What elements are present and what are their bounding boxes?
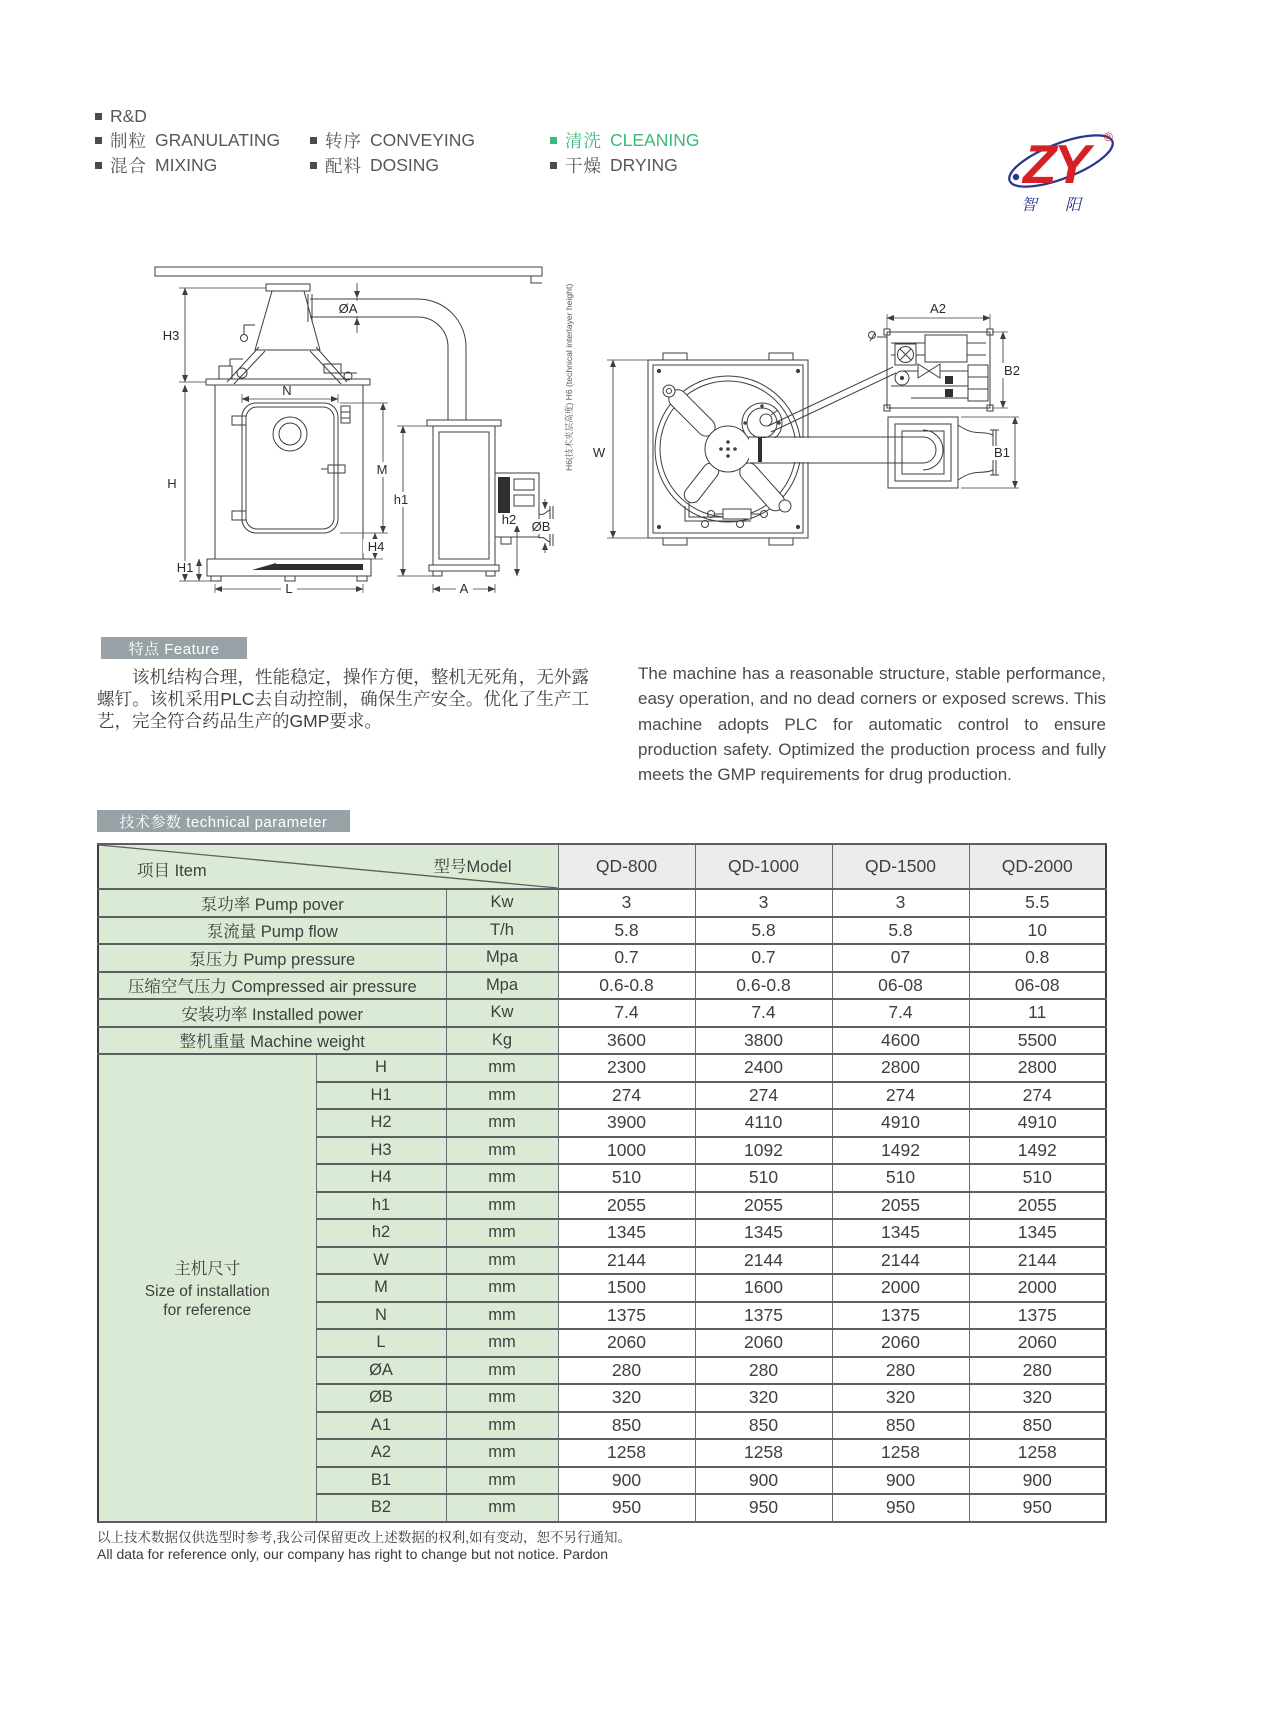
dimension-name: A2 xyxy=(316,1439,446,1467)
model-header: QD-2000 xyxy=(969,844,1106,889)
param-value: 0.6-0.8 xyxy=(558,972,695,1000)
model-header: QD-1000 xyxy=(695,844,832,889)
param-value: 2060 xyxy=(969,1329,1106,1357)
category-item xyxy=(550,153,699,178)
param-value: 3800 xyxy=(695,1027,832,1055)
dimension-name: ØA xyxy=(316,1357,446,1385)
param-value: 5.8 xyxy=(832,917,969,945)
technical-parameter-table xyxy=(97,843,1107,1523)
category-en: CONVEYING xyxy=(370,130,476,151)
category-item xyxy=(95,153,280,178)
category-en: CLEANING xyxy=(610,130,700,151)
param-value: 5.8 xyxy=(695,917,832,945)
param-value: 850 xyxy=(558,1412,695,1440)
param-unit: mm xyxy=(446,1467,558,1495)
param-unit: mm xyxy=(446,1494,558,1522)
param-value: 274 xyxy=(832,1082,969,1110)
param-label: 泵功率 Pump pover xyxy=(98,889,446,917)
param-value: 06-08 xyxy=(832,972,969,1000)
param-value: 2060 xyxy=(558,1329,695,1357)
bullet-icon xyxy=(95,162,102,169)
param-value: 5.8 xyxy=(558,917,695,945)
footnote xyxy=(97,1530,631,1562)
dimension-group-label xyxy=(98,1054,316,1522)
param-value: 7.4 xyxy=(832,999,969,1027)
param-unit: mm xyxy=(446,1137,558,1165)
param-value: 7.4 xyxy=(558,999,695,1027)
param-unit: mm xyxy=(446,1082,558,1110)
param-value: 280 xyxy=(695,1357,832,1385)
param-value: 1375 xyxy=(832,1302,969,1330)
category-en: MIXING xyxy=(155,154,218,175)
dimension-group-line: for reference xyxy=(163,1302,252,1320)
model-header: QD-800 xyxy=(558,844,695,889)
param-unit: mm xyxy=(446,1412,558,1440)
param-value: 1345 xyxy=(695,1219,832,1247)
param-unit: mm xyxy=(446,1054,558,1082)
param-value: 850 xyxy=(695,1412,832,1440)
dim-label-h3: H3 xyxy=(162,328,180,343)
category-column xyxy=(310,104,475,178)
param-value: 274 xyxy=(558,1082,695,1110)
param-unit: T/h xyxy=(446,917,558,945)
spec-row xyxy=(98,972,1106,1000)
param-value: 320 xyxy=(558,1384,695,1412)
spec-row xyxy=(98,1027,1106,1055)
param-unit: mm xyxy=(446,1164,558,1192)
param-value: 2144 xyxy=(832,1247,969,1275)
dim-label-b1: B1 xyxy=(994,445,1010,460)
category-item xyxy=(95,129,280,154)
param-value: 0.8 xyxy=(969,944,1106,972)
dimension-group-line: 主机尺寸 xyxy=(174,1260,241,1279)
param-value: 2060 xyxy=(695,1329,832,1357)
dimension-name: ØB xyxy=(316,1384,446,1412)
param-value: 280 xyxy=(832,1357,969,1385)
dimension-group-line: Size of installation xyxy=(144,1283,270,1301)
param-value: 7.4 xyxy=(695,999,832,1027)
param-value: 3 xyxy=(558,889,695,917)
param-value: 2055 xyxy=(969,1192,1106,1220)
dim-label-h1: h1 xyxy=(393,492,409,507)
param-unit: mm xyxy=(446,1192,558,1220)
dimension-name: H2 xyxy=(316,1109,446,1137)
param-unit: mm xyxy=(446,1384,558,1412)
logo-registered-mark: ® xyxy=(1104,130,1113,144)
param-unit: Kw xyxy=(446,999,558,1027)
param-value: 4910 xyxy=(969,1109,1106,1137)
category-zh: 转序 xyxy=(325,131,362,152)
param-unit: Kw xyxy=(446,889,558,917)
feature-heading: 特点 Feature xyxy=(101,637,247,659)
param-value: 1492 xyxy=(969,1137,1106,1165)
param-value: 1345 xyxy=(832,1219,969,1247)
dimension-name: H xyxy=(316,1054,446,1082)
param-value: 2055 xyxy=(832,1192,969,1220)
param-value: 1258 xyxy=(695,1439,832,1467)
dim-label-h: H xyxy=(167,476,177,491)
param-unit: mm xyxy=(446,1274,558,1302)
param-value: 320 xyxy=(969,1384,1106,1412)
param-value: 3900 xyxy=(558,1109,695,1137)
corner-model-label: 型号Model xyxy=(433,858,512,876)
param-value: 5.5 xyxy=(969,889,1106,917)
param-value: 0.6-0.8 xyxy=(695,972,832,1000)
param-value: 07 xyxy=(832,944,969,972)
table-corner-cell xyxy=(98,844,558,889)
dimension-name: h1 xyxy=(316,1192,446,1220)
corner-item-label: 项目 Item xyxy=(137,862,207,880)
parameters-heading: 技术参数 technical parameter xyxy=(97,810,350,832)
param-value: 3600 xyxy=(558,1027,695,1055)
param-unit: mm xyxy=(446,1439,558,1467)
param-label: 整机重量 Machine weight xyxy=(98,1027,446,1055)
dim-label-n: N xyxy=(282,383,292,398)
dim-label-h2: h2 xyxy=(501,512,517,527)
param-value: 1258 xyxy=(969,1439,1106,1467)
category-item xyxy=(95,104,280,129)
dimension-name: B1 xyxy=(316,1467,446,1495)
param-value: 4600 xyxy=(832,1027,969,1055)
bullet-icon xyxy=(550,137,557,144)
category-column xyxy=(550,104,699,178)
spec-row xyxy=(98,917,1106,945)
param-value: 2055 xyxy=(695,1192,832,1220)
param-unit: Mpa xyxy=(446,972,558,1000)
param-value: 06-08 xyxy=(969,972,1106,1000)
param-value: 2144 xyxy=(969,1247,1106,1275)
bullet-icon xyxy=(310,137,317,144)
front-view-drawing xyxy=(135,237,555,596)
company-logo xyxy=(1003,114,1131,216)
dim-label-w: W xyxy=(592,445,606,460)
logo-orbit-dot xyxy=(1013,174,1019,180)
dim-label-a: A xyxy=(459,581,469,596)
footnote-zh: 以上技术数据仅供选型时参考,我公司保留更改上述数据的权利,如有变动，恕不另行通知。 xyxy=(97,1530,632,1545)
top-view-drawing xyxy=(555,265,1025,545)
dimension-name: H1 xyxy=(316,1082,446,1110)
param-value: 1258 xyxy=(832,1439,969,1467)
param-value: 1375 xyxy=(695,1302,832,1330)
param-value: 900 xyxy=(695,1467,832,1495)
dimension-name: W xyxy=(316,1247,446,1275)
param-value: 900 xyxy=(558,1467,695,1495)
category-grid xyxy=(95,104,855,184)
category-item xyxy=(310,104,475,129)
param-value: 0.7 xyxy=(695,944,832,972)
param-value: 1345 xyxy=(969,1219,1106,1247)
spec-row xyxy=(98,999,1106,1027)
param-value: 4110 xyxy=(695,1109,832,1137)
param-value: 280 xyxy=(558,1357,695,1385)
param-value: 950 xyxy=(969,1494,1106,1522)
dim-label-a2: A2 xyxy=(930,301,946,316)
param-value: 1492 xyxy=(832,1137,969,1165)
param-value: 0.7 xyxy=(558,944,695,972)
param-value: 3 xyxy=(832,889,969,917)
param-unit: mm xyxy=(446,1357,558,1385)
category-en: R&D xyxy=(110,105,147,126)
category-zh: 配料 xyxy=(325,155,362,176)
dim-label-oa: ØA xyxy=(338,301,358,316)
param-value: 900 xyxy=(832,1467,969,1495)
param-value: 1000 xyxy=(558,1137,695,1165)
dimension-name: M xyxy=(316,1274,446,1302)
param-value: 850 xyxy=(832,1412,969,1440)
dim-label-h4: H4 xyxy=(367,539,385,554)
dimension-name: H4 xyxy=(316,1164,446,1192)
top-view-linework xyxy=(648,329,999,545)
param-value: 2000 xyxy=(969,1274,1106,1302)
bullet-icon xyxy=(95,113,102,120)
feature-text-zh: 该机结构合理，性能稳定，操作方便，整机无死角，无外露螺钉。该机采用PLC去自动控制，确保生产安全。优化了生产工艺，完全符合药品生产的GMP要求。 xyxy=(97,667,589,731)
category-item xyxy=(550,129,699,154)
param-unit: mm xyxy=(446,1329,558,1357)
param-value: 2800 xyxy=(832,1054,969,1082)
dimension-name: L xyxy=(316,1329,446,1357)
param-value: 5500 xyxy=(969,1027,1106,1055)
param-value: 1258 xyxy=(558,1439,695,1467)
param-value: 2055 xyxy=(558,1192,695,1220)
param-value: 1375 xyxy=(558,1302,695,1330)
param-value: 900 xyxy=(969,1467,1106,1495)
param-value: 2400 xyxy=(695,1054,832,1082)
param-value: 11 xyxy=(969,999,1106,1027)
dimension-name: H3 xyxy=(316,1137,446,1165)
param-value: 2144 xyxy=(695,1247,832,1275)
param-label: 泵压力 Pump pressure xyxy=(98,944,446,972)
dimension-name: N xyxy=(316,1302,446,1330)
param-value: 2144 xyxy=(558,1247,695,1275)
param-value: 1092 xyxy=(695,1137,832,1165)
category-zh: 干燥 xyxy=(565,155,602,176)
dimension-row xyxy=(98,1054,1106,1082)
dim-label-l: L xyxy=(285,581,293,596)
param-unit: mm xyxy=(446,1219,558,1247)
category-en: DRYING xyxy=(610,154,678,175)
param-value: 280 xyxy=(969,1357,1106,1385)
logo-letters: ZY xyxy=(1023,133,1088,195)
category-item xyxy=(310,153,475,178)
param-label: 安装功率 Installed power xyxy=(98,999,446,1027)
feature-text-en: The machine has a reasonable structure, stable performance, easy operation, and no dead corners or exposed screws. This machine adopts PLC for automatic control to ensure production safety. Optimized the production process and fully meets the GMP requirements for drug production. xyxy=(638,664,1106,785)
dim-label-m: M xyxy=(376,462,388,477)
param-value: 320 xyxy=(695,1384,832,1412)
param-value: 510 xyxy=(695,1164,832,1192)
param-value: 4910 xyxy=(832,1109,969,1137)
param-value: 950 xyxy=(695,1494,832,1522)
param-value: 10 xyxy=(969,917,1106,945)
param-unit: Mpa xyxy=(446,944,558,972)
category-zh: 制粒 xyxy=(110,131,147,152)
param-value: 2800 xyxy=(969,1054,1106,1082)
category-item xyxy=(310,129,475,154)
param-label: 泵流量 Pump flow xyxy=(98,917,446,945)
category-zh: 混合 xyxy=(110,155,147,176)
param-value: 950 xyxy=(832,1494,969,1522)
param-unit: mm xyxy=(446,1302,558,1330)
param-value: 2000 xyxy=(832,1274,969,1302)
param-value: 274 xyxy=(695,1082,832,1110)
bullet-icon xyxy=(95,137,102,144)
param-value: 274 xyxy=(969,1082,1106,1110)
param-unit: mm xyxy=(446,1109,558,1137)
table-header-row xyxy=(98,844,1106,889)
model-header: QD-1500 xyxy=(832,844,969,889)
category-en: DOSING xyxy=(370,154,440,175)
param-value: 1600 xyxy=(695,1274,832,1302)
category-column xyxy=(95,104,280,178)
bullet-icon xyxy=(310,162,317,169)
param-label: 压缩空气压力 Compressed air pressure xyxy=(98,972,446,1000)
param-value: 3 xyxy=(695,889,832,917)
param-value: 510 xyxy=(832,1164,969,1192)
dim-label-ob: ØB xyxy=(531,519,551,534)
category-en: GRANULATING xyxy=(155,130,281,151)
param-value: 850 xyxy=(969,1412,1106,1440)
category-zh: 清洗 xyxy=(565,131,602,152)
dimension-name: B2 xyxy=(316,1494,446,1522)
param-value: 1500 xyxy=(558,1274,695,1302)
footnote-en: All data for reference only, our company has right to change but not notice. Pardon xyxy=(97,1546,609,1562)
dim-label-h1cap: H1 xyxy=(176,560,194,575)
spec-row xyxy=(98,944,1106,972)
param-unit: Kg xyxy=(446,1027,558,1055)
param-value: 950 xyxy=(558,1494,695,1522)
param-unit: mm xyxy=(446,1247,558,1275)
category-item xyxy=(550,104,699,129)
bullet-icon xyxy=(550,162,557,169)
interlayer-note: H6(技术夹层高度) H6 (technical interlayer height) xyxy=(564,283,574,471)
param-value: 320 xyxy=(832,1384,969,1412)
param-value: 1375 xyxy=(969,1302,1106,1330)
param-value: 510 xyxy=(558,1164,695,1192)
dimension-name: h2 xyxy=(316,1219,446,1247)
dimension-name: A1 xyxy=(316,1412,446,1440)
param-value: 2300 xyxy=(558,1054,695,1082)
param-value: 2060 xyxy=(832,1329,969,1357)
param-value: 1345 xyxy=(558,1219,695,1247)
param-value: 510 xyxy=(969,1164,1106,1192)
spec-row xyxy=(98,889,1106,917)
logo-caption: 智阳 xyxy=(1021,197,1110,214)
param-tbody xyxy=(98,844,1106,1522)
dim-label-b2: B2 xyxy=(1004,363,1020,378)
front-view-dimensions xyxy=(176,283,545,593)
